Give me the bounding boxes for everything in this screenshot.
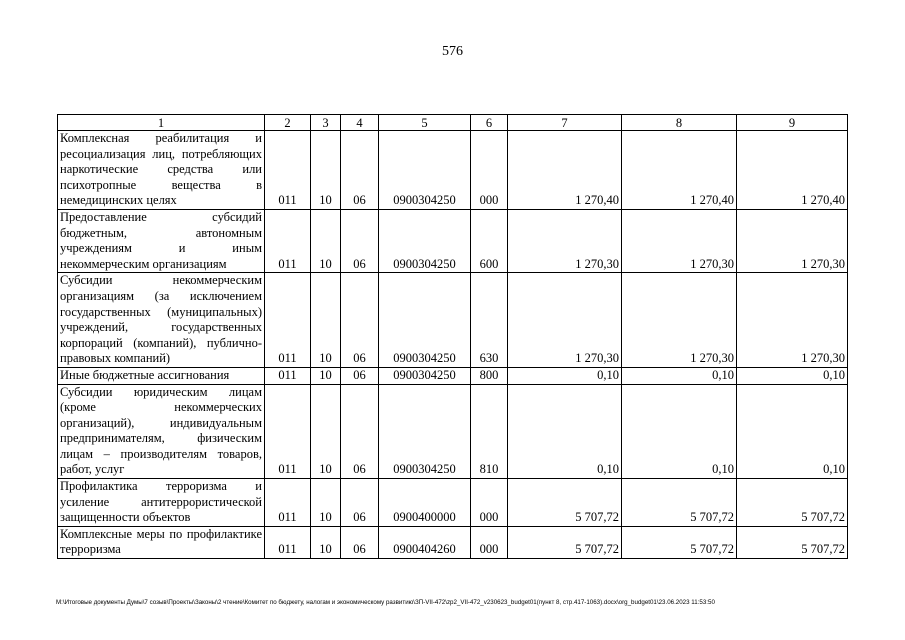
cell-ministry: 011 [265,479,311,527]
row-name: Субсидии юридическим лицам (кроме некоммерческих организаций), индивидуальным предпринимателям, физическим лицам – производителям товаров, работ, услуг [58,384,265,479]
cell-amount-7: 1 270,40 [508,131,622,210]
cell-amount-9: 1 270,30 [737,209,848,272]
cell-subsection: 06 [341,526,379,558]
table-row [58,526,848,558]
cell-amount-9: 1 270,30 [737,273,848,368]
cell-expense-type: 000 [471,131,508,210]
column-header: 3 [311,115,341,131]
cell-section: 10 [311,367,341,384]
cell-amount-7: 1 270,30 [508,209,622,272]
row-name: Комплексная реабилитация и ресоциализация лиц, потребляющих наркотические средства или психотропные вещества в немедицинских целях [58,131,265,210]
row-name: Комплексные меры по профилактике терроризма [58,526,265,558]
cell-subsection: 06 [341,367,379,384]
cell-target-code: 0900400000 [379,479,471,527]
table-row [58,384,848,479]
cell-section: 10 [311,131,341,210]
cell-amount-8: 5 707,72 [622,526,737,558]
cell-amount-7: 1 270,30 [508,273,622,368]
cell-target-code: 0900304250 [379,384,471,479]
cell-amount-7: 5 707,72 [508,479,622,527]
table-row [58,131,848,210]
cell-amount-9: 5 707,72 [737,526,848,558]
cell-subsection: 06 [341,384,379,479]
cell-amount-9: 0,10 [737,384,848,479]
cell-subsection: 06 [341,479,379,527]
cell-section: 10 [311,273,341,368]
cell-ministry: 011 [265,209,311,272]
cell-expense-type: 600 [471,209,508,272]
cell-expense-type: 000 [471,479,508,527]
cell-ministry: 011 [265,273,311,368]
table-row [58,209,848,272]
column-header: 5 [379,115,471,131]
cell-amount-7: 5 707,72 [508,526,622,558]
header-row [58,115,848,131]
cell-amount-7: 0,10 [508,384,622,479]
cell-subsection: 06 [341,273,379,368]
cell-ministry: 011 [265,526,311,558]
cell-amount-7: 0,10 [508,367,622,384]
cell-subsection: 06 [341,209,379,272]
row-name: Профилактика терроризма и усиление антитеррористической защищенности объектов [58,479,265,527]
cell-section: 10 [311,526,341,558]
cell-target-code: 0900304250 [379,367,471,384]
cell-amount-9: 0,10 [737,367,848,384]
page-number: 576 [442,44,463,59]
table-row [58,479,848,527]
cell-expense-type: 800 [471,367,508,384]
column-header: 9 [737,115,848,131]
column-header: 1 [58,115,265,131]
cell-target-code: 0900304250 [379,273,471,368]
cell-amount-8: 5 707,72 [622,479,737,527]
row-name: Субсидии некоммерческим организациям (за исключением государственных (муниципальных) учреждений, государственных корпораций (компаний), публично-правовых компаний) [58,273,265,368]
row-name: Предоставление субсидий бюджетным, автономным учреждениям и иным некоммерческим организациям [58,209,265,272]
cell-target-code: 0900304250 [379,131,471,210]
cell-ministry: 011 [265,131,311,210]
row-name: Иные бюджетные ассигнования [58,367,265,384]
cell-amount-8: 1 270,30 [622,273,737,368]
cell-amount-8: 0,10 [622,367,737,384]
cell-expense-type: 810 [471,384,508,479]
cell-section: 10 [311,479,341,527]
cell-expense-type: 630 [471,273,508,368]
cell-amount-9: 5 707,72 [737,479,848,527]
table-row [58,273,848,368]
cell-section: 10 [311,209,341,272]
cell-ministry: 011 [265,384,311,479]
cell-amount-8: 0,10 [622,384,737,479]
cell-expense-type: 000 [471,526,508,558]
column-header: 6 [471,115,508,131]
cell-section: 10 [311,384,341,479]
column-header: 4 [341,115,379,131]
cell-target-code: 0900404260 [379,526,471,558]
budget-table [57,114,848,559]
cell-target-code: 0900304250 [379,209,471,272]
column-header: 7 [508,115,622,131]
table-row [58,367,848,384]
cell-amount-8: 1 270,30 [622,209,737,272]
cell-amount-9: 1 270,40 [737,131,848,210]
cell-subsection: 06 [341,131,379,210]
column-header: 2 [265,115,311,131]
column-header: 8 [622,115,737,131]
document-path-footer: M:\Итоговые документы Думы\7 созыв\Проекты\Законы\2 чтение\Комитет по бюджету, налогам и экономическому развитию\ЗП-VII-472\zp2_VII-472_v230623_budget01(пункт 8, стр.417-1063).docx\org_budget01\23.06.2023 11:53:50 [56,599,715,606]
cell-amount-8: 1 270,40 [622,131,737,210]
cell-ministry: 011 [265,367,311,384]
